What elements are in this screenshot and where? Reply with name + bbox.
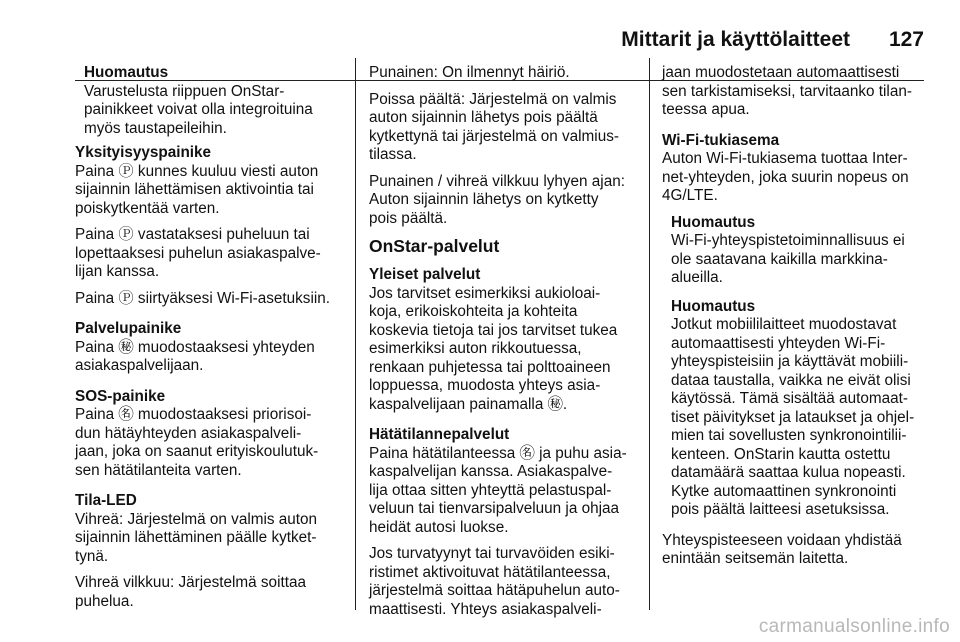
emergency-services-heading: Hätätilannepalvelut: [369, 426, 510, 443]
note-box: [662, 298, 937, 520]
page-number: 127: [888, 28, 924, 51]
note-box: [75, 64, 345, 138]
column-divider-2: [649, 58, 650, 610]
general-services-paragraph: Jos tarvitset esimerkiksi aukioloai- koja, erikoiskohteita ja kohteita koskevia tietoja tai jos tarvitset tukea esimerkiksi auton rikkoutuessa, renkaan puhjetessa tai polttoaineen loppuessa, muodosta yhteys asia- kaspalvelijaan painamalla ㊙.: [369, 284, 618, 413]
sos-paragraph: Paina ㊔ muodostaaksesi priorisoi- dun hätäyhteyden asiakaspalveli- jaan, joka on saanut erityiskoulutuk- sen hätätilanteita varten.: [75, 406, 319, 479]
led-blink-paragraph: Punainen / vihreä vilkkuu lyhyen ajan: Auton sijainnin lähetys on kytketty pois päältä.: [369, 172, 625, 227]
emergency-paragraph-1: Paina hätätilanteessa ㊔ ja puhu asia- kaspalvelijan kanssa. Asiakaspalve- lija ottaa sitten yhteyttä pelastuspal- veluun tai tienvarsipalveluun ja ohjaa heidät autosi luokse.: [369, 444, 627, 536]
status-led-paragraph-1: Vihreä: Järjestelmä on valmis auton sijainnin lähettäminen päälle kytket- tynä.: [75, 510, 318, 565]
note-body: Varustelusta riippuen OnStar- painikkeet voivat olla integroituina myös taustapeileihin.: [84, 82, 313, 137]
privacy-button-heading: Yksityisyyspainike: [75, 144, 212, 161]
status-led-paragraph-2: Vihreä vilkkuu: Järjestelmä soittaa puhelua.: [75, 574, 306, 610]
wifi-paragraph: Auton Wi-Fi-tukiasema tuottaa Inter- net-yhteyden, joka suurin nopeus on 4G/LTE.: [662, 150, 909, 204]
general-services-heading: Yleiset palvelut: [369, 266, 481, 283]
page-title: Mittarit ja käyttölaitteet: [621, 28, 850, 51]
emergency-paragraph-2: Jos turvatyynyt tai turvavöiden esiki- ristimet aktivoituvat hätätilanteessa, järjestelmä soittaa hätäpuhelun auto- maattisesti. Yhteys asiakaspalveli-: [369, 545, 620, 618]
status-led-heading: Tila-LED: [75, 492, 137, 509]
led-red-paragraph: Punainen: On ilmennyt häiriö.: [369, 64, 570, 81]
column-1: [75, 64, 345, 619]
continuation-paragraph: jaan muodostetaan automaattisesti sen tarkistamiseksi, tarvitaanko tilan- teessa apua.: [662, 64, 912, 118]
service-button-heading: Palvelupainike: [75, 320, 182, 337]
privacy-paragraph-2: Paina Ⓟ vastataksesi puheluun tai lopettaaksesi puhelun asiakaspalve- lijan kanssa.: [75, 226, 321, 280]
wifi-hotspot-heading: Wi-Fi-tukiasema: [662, 131, 780, 149]
column-divider-1: [355, 58, 356, 610]
led-off-paragraph: Poissa päältä: Järjestelmä on valmis auton sijainnin lähetys pois päältä kytkettynä tai järjestelmä on valmius- tilassa.: [369, 90, 619, 163]
column-3: [662, 64, 937, 577]
onstar-services-heading: OnStar-palvelut: [369, 236, 500, 256]
note-box: [662, 214, 937, 288]
note-body: Jotkut mobiililaitteet muodostavat automaattisesti yhteyden Wi-Fi- yhteyspisteisiin ja käyttävät mobiili- dataa taustalla, vaikka ne eivät olisi käytössä. Tämä sisältää automaat- tiset päivitykset ja lataukset ja ohjel- mien tai sovellusten synkronointilii- kenteen. OnStarin kautta ostettu datamäärä saattaa kulua nopeasti. Kytke automaattinen synkronointi pois päältä laitteesi asetuksissa.: [671, 316, 915, 518]
note-body: Wi-Fi-yhteyspistetoiminnallisuus ei ole saatavana kaikilla markkina- alueilla.: [671, 232, 905, 286]
note-title: Huomautus: [671, 213, 756, 231]
hotspot-devices-paragraph: Yhteyspisteeseen voidaan yhdistää enintään seitsemän laitetta.: [662, 531, 902, 567]
service-paragraph: Paina ㊙ muodostaaksesi yhteyden asiakaspalvelijaan.: [75, 338, 315, 374]
sos-button-heading: SOS-painike: [75, 387, 166, 405]
page-header: [0, 28, 960, 56]
note-title: Huomautus: [84, 64, 169, 81]
privacy-paragraph-3: Paina Ⓟ siirtyäksesi Wi-Fi-asetuksiin.: [75, 289, 331, 307]
note-title: Huomautus: [671, 297, 756, 315]
privacy-paragraph-1: Paina Ⓟ kunnes kuuluu viesti auton sijainnin lähettämisen aktivointia tai poiskytkentää varten.: [75, 162, 319, 217]
watermark: carmanualsonline.info: [758, 616, 950, 637]
column-2: [369, 64, 639, 627]
